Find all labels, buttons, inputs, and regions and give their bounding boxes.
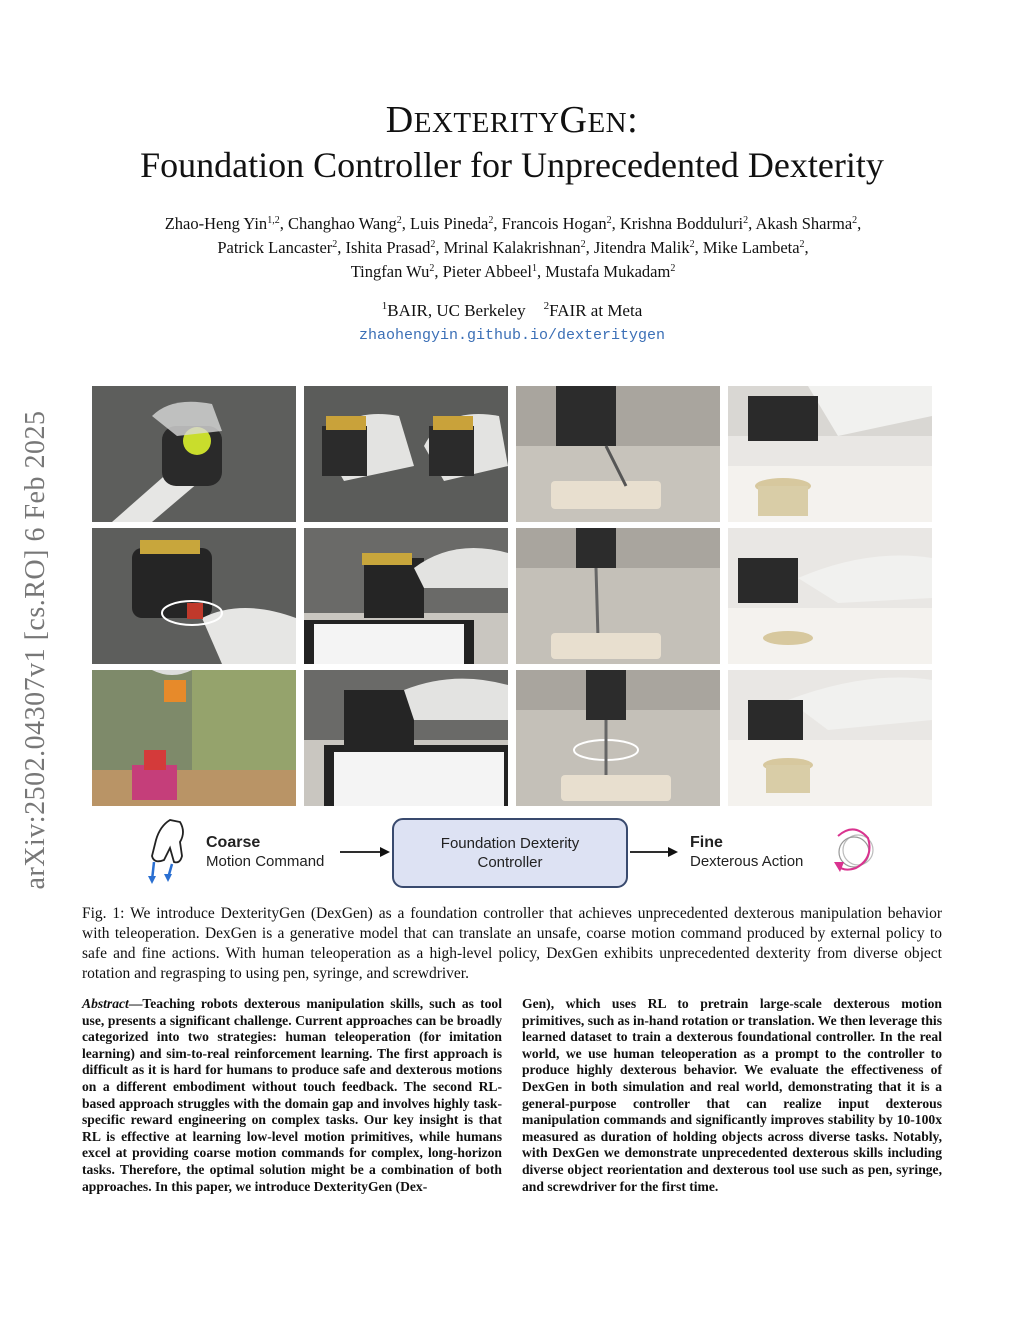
- coarse-title: Coarse: [206, 834, 261, 851]
- affil-name-2: FAIR at Meta: [549, 301, 643, 320]
- affil-num-2: 2: [543, 300, 550, 312]
- author-name: Changhao Wang: [287, 214, 397, 233]
- author-affiliation-mark: 2: [689, 239, 695, 250]
- photo-pen-writing: [304, 528, 508, 664]
- foundation-controller-box: [392, 818, 628, 888]
- author-name: Francois Hogan: [501, 214, 607, 233]
- author-affiliation-mark: 2: [396, 215, 402, 226]
- author-name: Mustafa Mukadam: [545, 262, 671, 281]
- author-affiliation-mark: 2: [429, 263, 435, 274]
- figure-caption: Fig. 1: We introduce DexterityGen (DexGen) as a foundation controller that achieves unprecedented dexterous manipulation behavior with teleoperation. DexGen is a generative model that can translate an unsafe, coarse motion command produced by external policy to safe and fine actions. With human teleoperation as a high-level policy, DexGen exhibits unprecedented dexterity from diverse object rotation and regrasping to using pen, syringe, and screwdriver.: [82, 905, 942, 982]
- author-affiliation-mark: 2: [670, 263, 676, 274]
- photo-syringe-3: [728, 670, 932, 806]
- abstract-text-1: —Teaching robots dexterous manipulation skills, such as tool use, presents a significant challenge. Current approaches can be broadly categorized into two strategies: human teleoperation (for imitation learning) and sim-to-real reinforcement learning. The first approach is difficult as it is hard for humans to produce safe and dexterous motions on a different embodiment without touch feedback. The second RL-based approach struggles with the domain gap and involves highly task-specific reward engineering on complex tasks. Our key insight is that RL is effective at learning low-level motion primitives, while humans excel at providing coarse motion commands for complex, long-horizon tasks. Therefore, the optimal solution might be a combination of both approaches. In this paper, we introduce DexterityGen (Dex-: [82, 996, 502, 1194]
- photo-syringe-1: [728, 386, 932, 522]
- photo-screwdriver-1: [516, 386, 720, 522]
- author-list: Zhao-Heng Yin$^{1,2}$, Changhao Wang$^2$, Luis Pineda$^2$, Francois Hogan$^2$, Krishna Bodduluri$^2$, Akash Sharma$^2$, Patrick Lancaster$^2$, Ishita Prasad$^2$, Mrinal Kalakrishnan$^2$, Jitendra Malik$^2$, Mike Lambeta$^2$, Tingfan Wu$^2$, Pieter Abbeel$^1$, Mustafa Mukadam$^2$: [164, 214, 862, 281]
- pipeline-diagram: [140, 812, 900, 892]
- author-name: Jitendra Malik: [593, 238, 690, 257]
- affil-num-1: 1: [381, 300, 388, 312]
- abstract-column-2: Gen), which uses RL to pretrain large-scale dexterous motion primitives, such as in-hand rotation or translation. We then leverage this learned dataset to train a dexterous foundational controller. In the real world, we use human teleoperation as a prompt to the controller to produce highly dexterous behavior. We evaluate the effectiveness of DexGen in both simulation and real world, demonstrating that it is a general-purpose controller that can realize input dexterous manipulation commands and significantly improves stability by 10-100x measured as duration of holding objects across diverse tasks. Notably, with DexGen we demonstrate unprecedented dexterous skills including diverse object reorientation and dexterous tool use such as pen, syringe, and screwdriver for the first time.: [522, 996, 942, 1194]
- author-name: Akash Sharma: [755, 214, 853, 233]
- project-link[interactable]: zhaohengyin.github.io/dexteritygen: [358, 327, 666, 344]
- author-affiliation-mark: 2: [799, 239, 805, 250]
- photo-cube-rotation: [92, 528, 296, 664]
- affil-name-1: BAIR, UC Berkeley: [387, 301, 526, 320]
- paper-title-line2: Foundation Controller for Unprecedented Dexterity: [140, 145, 884, 185]
- title-colon: :: [627, 99, 639, 141]
- coarse-command-label: [206, 833, 324, 871]
- fine-title: Fine: [690, 834, 723, 851]
- author-affiliation-mark: 2: [852, 215, 858, 226]
- photo-ball-rotation: [92, 386, 296, 522]
- arxiv-id: arXiv:2502.04307v1 [cs.RO] 6 Feb 2025: [20, 410, 51, 890]
- paper-title-line1: [0, 98, 1024, 142]
- rotation-arrows-icon: [824, 822, 886, 884]
- hand-pointer-icon: [140, 812, 200, 888]
- photo-syringe-2: [728, 528, 932, 664]
- author-affiliation-mark: 1,2: [267, 215, 280, 226]
- fine-subtitle: Dexterous Action: [690, 853, 804, 870]
- author-name: Patrick Lancaster: [217, 238, 333, 257]
- author-affiliation-mark: 2: [488, 215, 494, 226]
- author-name: Ishita Prasad: [345, 238, 431, 257]
- author-affiliation-mark: 2: [430, 239, 436, 250]
- author-name: Pieter Abbeel: [442, 262, 532, 281]
- photo-pen-drawing: [304, 670, 508, 806]
- author-name: Tingfan Wu: [350, 262, 430, 281]
- author-name: Krishna Bodduluri: [619, 214, 744, 233]
- title-cap-d: D: [385, 99, 414, 141]
- controller-label-line2: Controller: [477, 854, 543, 871]
- author-affiliation-mark: 2: [606, 215, 612, 226]
- affiliations: [0, 301, 1024, 321]
- coarse-subtitle: Motion Command: [206, 853, 325, 870]
- abstract-label: Abstract: [82, 996, 129, 1011]
- photo-object-regrasp: [304, 386, 508, 522]
- title-smallcaps-exterity: EXTERITY: [413, 107, 560, 139]
- author-affiliation-mark: 2: [743, 215, 749, 226]
- author-name: Mike Lambeta: [702, 238, 800, 257]
- title-smallcaps-en: EN: [587, 107, 628, 139]
- author-affiliation-mark: 1: [531, 263, 537, 274]
- arrow-right-icon: [340, 844, 392, 860]
- author-affiliation-mark: 2: [332, 239, 338, 250]
- controller-label-line1: Foundation Dexterity: [440, 835, 580, 852]
- author-affiliation-mark: 2: [580, 239, 586, 250]
- author-name: Zhao-Heng Yin: [164, 214, 268, 233]
- arrow-right-icon: [630, 844, 682, 860]
- title-cap-g: G: [559, 99, 588, 141]
- abstract-column-1: [82, 996, 502, 1195]
- fine-action-label: [690, 833, 803, 871]
- figure-photo-grid: [92, 386, 932, 806]
- photo-block-stacking: [92, 670, 296, 806]
- photo-screwdriver-2: [516, 528, 720, 664]
- author-name: Luis Pineda: [410, 214, 489, 233]
- author-name: Mrinal Kalakrishnan: [443, 238, 581, 257]
- photo-screwdriver-3: [516, 670, 720, 806]
